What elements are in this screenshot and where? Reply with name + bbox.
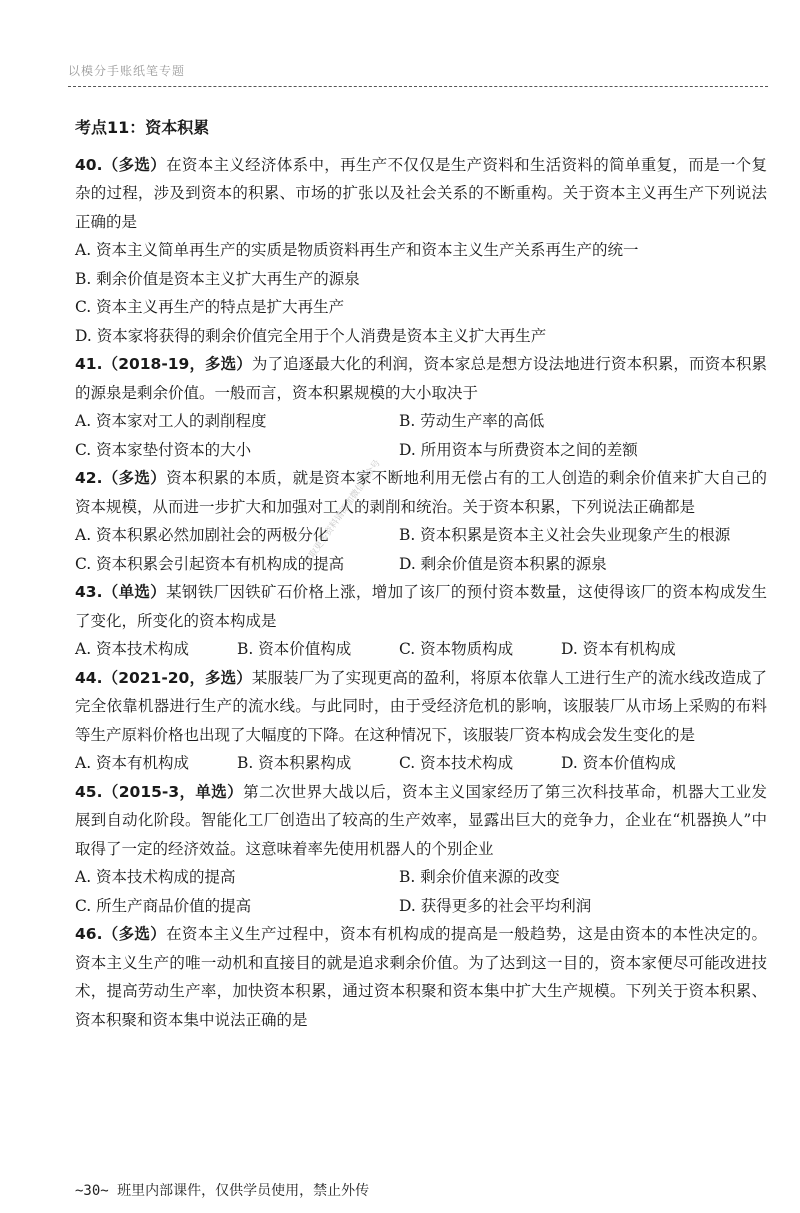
question-tag: （多选）	[102, 155, 167, 174]
question-tag: （多选）	[102, 469, 167, 487]
option-d: D. 获得更多的社会平均利润	[399, 896, 592, 915]
option-c: C. 资本积累会引起资本有机构成的提高	[75, 554, 345, 573]
question-stem: 在资本主义生产过程中，资本有机构成的提高是一般趋势，这是由资本的本性决定的。资本主义生产的唯一动机和直接目的就是追求剩余价值。为了达到这一目的，资本家便尽可能改进技术，提高劳动生产率，加快资本积累，通过资本积聚和资本集中扩大生产规模。下列关于资本积累、资本积聚和资本集中说法正确的是	[75, 925, 767, 1029]
option-c: C. 资本主义再生产的特点是扩大再生产	[75, 298, 345, 316]
options-42	[75, 521, 767, 578]
watermark: 获取更多资料请添加微信公众号	[302, 458, 383, 568]
option-b: B. 剩余价值来源的改变	[399, 868, 560, 886]
option-a: A. 资本积累必然加剧社会的两极分化	[75, 526, 329, 544]
option-a: A. 资本家对工人的剥削程度	[75, 412, 267, 430]
option-a: A. 资本有机构成	[75, 754, 190, 772]
question-42	[75, 464, 767, 521]
options-45	[75, 863, 767, 920]
running-header: 以模分手账纸笔专题	[68, 64, 186, 78]
question-43	[75, 578, 767, 635]
option-a: A. 资本技术构成	[75, 640, 190, 658]
page-footer: ~30~ 班里内部课件，仅供学员使用，禁止外传	[75, 1183, 370, 1199]
option-a: A. 资本主义简单再生产的实质是物质资料再生产和资本主义生产关系再生产的统一	[75, 241, 639, 259]
question-stem: 资本积累的本质，就是资本家不断地利用无偿占有的工人创造的剩余价值来扩大自己的资本规模，从而进一步扩大和加强对工人的剥削和统治。关于资本积累，下列说法正确都是	[75, 469, 767, 516]
option-b: B. 剩余价值是资本主义扩大再生产的源泉	[75, 269, 360, 288]
question-number: 46.	[75, 925, 103, 943]
question-number: 41.	[75, 355, 103, 373]
option-d: D. 资本价值构成	[561, 754, 676, 772]
question-40	[75, 151, 767, 237]
option-a: A. 资本技术构成的提高	[75, 868, 236, 886]
question-number: 44.	[75, 668, 103, 687]
option-b: B. 资本价值构成	[237, 640, 352, 658]
section-title: 考点11：资本积累	[75, 118, 210, 137]
question-stem: 为了追逐最大化的利润，资本家总是想方设法地进行资本积累，而资本积累的源泉是剩余价值。一般而言，资本积累规模的大小取决于	[75, 355, 767, 402]
question-45	[75, 778, 767, 864]
question-stem: 某服装厂为了实现更高的盈利，将原本依靠人工进行生产的流水线改造成了完全依靠机器进行生产的流水线。与此同时，由于受经济危机的影响，该服装厂从市场上采购的布料等生产原料价格也出现了大幅度的下降。在这种情况下，该服装厂资本构成会发生变化的是	[75, 668, 767, 744]
header-divider	[68, 86, 768, 87]
option-b: B. 资本积累是资本主义社会失业现象产生的根源	[399, 526, 731, 544]
options-41	[75, 407, 767, 464]
question-number: 45.	[75, 782, 103, 801]
question-41	[75, 350, 767, 407]
question-number: 42.	[75, 469, 103, 487]
question-tag: （2021-20，多选）	[102, 668, 252, 687]
option-b: B. 资本积累构成	[237, 754, 352, 772]
question-tag: （2018-19，多选）	[102, 355, 252, 373]
question-tag: （单选）	[102, 583, 167, 601]
question-number: 40.	[75, 155, 103, 174]
option-d: D. 剩余价值是资本积累的源泉	[399, 554, 607, 573]
question-stem: 在资本主义经济体系中，再生产不仅仅是生产资料和生活资料的简单重复，而是一个复杂的过程，涉及到资本的积累、市场的扩张以及社会关系的不断重构。关于资本主义再生产下列说法正确的是	[75, 155, 767, 231]
option-c: C. 所生产商品价值的提高	[75, 896, 252, 915]
question-number: 43.	[75, 583, 103, 601]
question-stem: 第二次世界大战以后，资本主义国家经历了第三次科技革命，机器大工业发展到自动化阶段。智能化工厂创造出了较高的生产效率，显露出巨大的竞争力，企业在“机器换人”中取得了一定的经济效益。这意味着率先使用机器人的个别企业	[75, 782, 768, 858]
question-tag: （多选）	[102, 925, 167, 943]
option-c: C. 资本家垫付资本的大小	[75, 440, 252, 459]
option-d: D. 资本家将获得的剩余价值完全用于个人消费是资本主义扩大再生产	[75, 326, 547, 345]
question-stem: 某钢铁厂因铁矿石价格上涨，增加了该厂的预付资本数量，这使得该厂的资本构成发生了变化，所变化的资本构成是	[75, 583, 767, 630]
question-tag: （2015-3，单选）	[102, 782, 244, 801]
options-40	[75, 236, 767, 350]
page-content	[75, 114, 767, 1034]
option-d: D. 所用资本与所费资本之间的差额	[399, 440, 638, 459]
option-b: B. 劳动生产率的高低	[399, 412, 545, 430]
option-c: C. 资本技术构成	[399, 754, 514, 772]
options-43	[75, 635, 767, 664]
question-46	[75, 920, 767, 1034]
option-d: D. 资本有机构成	[561, 640, 676, 658]
question-44	[75, 664, 767, 750]
option-c: C. 资本物质构成	[399, 640, 514, 658]
options-44	[75, 749, 767, 778]
